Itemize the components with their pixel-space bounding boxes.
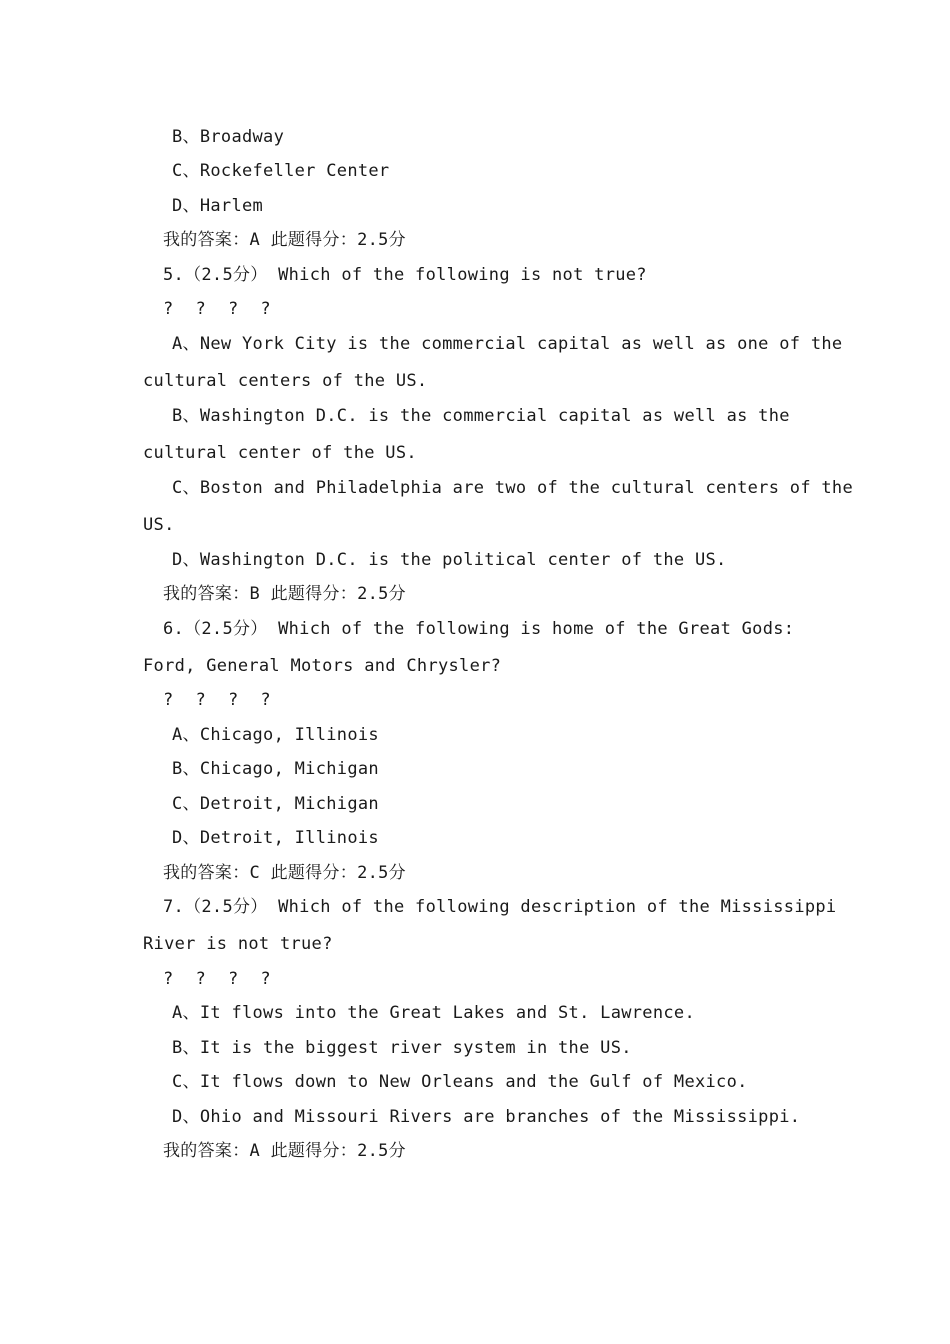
q6-answer: 我的答案：C 此题得分：2.5分 bbox=[163, 863, 406, 883]
q7-question-continued: River is not true? bbox=[143, 934, 333, 954]
q5-option-a-continued: cultural centers of the US. bbox=[143, 371, 428, 391]
q7-option-c: C、It flows down to New Orleans and the Gulf of Mexico. bbox=[172, 1072, 748, 1092]
q7-option-b: B、It is the biggest river system in the US. bbox=[172, 1038, 632, 1058]
q5-placeholder-marks: ? ? ? ? bbox=[163, 299, 277, 319]
q7-option-a: A、It flows into the Great Lakes and St. Lawrence. bbox=[172, 1003, 695, 1023]
q5-option-d: D、Washington D.C. is the political center of the US. bbox=[172, 550, 727, 570]
q6-question: 6.（2.5分） Which of the following is home of the Great Gods: bbox=[163, 619, 795, 639]
q7-placeholder-marks: ? ? ? ? bbox=[163, 969, 277, 989]
q6-option-c: C、Detroit, Michigan bbox=[172, 794, 379, 814]
q6-option-a: A、Chicago, Illinois bbox=[172, 725, 379, 745]
q6-option-d: D、Detroit, Illinois bbox=[172, 828, 379, 848]
q5-answer: 我的答案：B 此题得分：2.5分 bbox=[163, 584, 406, 604]
q7-answer: 我的答案：A 此题得分：2.5分 bbox=[163, 1141, 406, 1161]
q7-option-d: D、Ohio and Missouri Rivers are branches of the Mississippi. bbox=[172, 1107, 801, 1127]
q6-option-b: B、Chicago, Michigan bbox=[172, 759, 379, 779]
q5-option-b: B、Washington D.C. is the commercial capital as well as the bbox=[172, 406, 790, 426]
q5-question: 5.（2.5分） Which of the following is not true? bbox=[163, 265, 647, 285]
q5-option-b-continued: cultural center of the US. bbox=[143, 443, 417, 463]
q4-option-c: C、Rockefeller Center bbox=[172, 161, 390, 181]
q4-option-d: D、Harlem bbox=[172, 196, 264, 216]
q5-option-c: C、Boston and Philadelphia are two of the cultural centers of the bbox=[172, 478, 853, 498]
q5-option-a: A、New York City is the commercial capital as well as one of the bbox=[172, 334, 843, 354]
q5-option-c-continued: US. bbox=[143, 515, 175, 535]
q4-option-b: B、Broadway bbox=[172, 127, 285, 147]
q6-placeholder-marks: ? ? ? ? bbox=[163, 690, 277, 710]
q6-question-continued: Ford, General Motors and Chrysler? bbox=[143, 656, 502, 676]
q4-answer: 我的答案：A 此题得分：2.5分 bbox=[163, 230, 406, 250]
q7-question: 7.（2.5分） Which of the following description of the Mississippi bbox=[163, 897, 837, 917]
